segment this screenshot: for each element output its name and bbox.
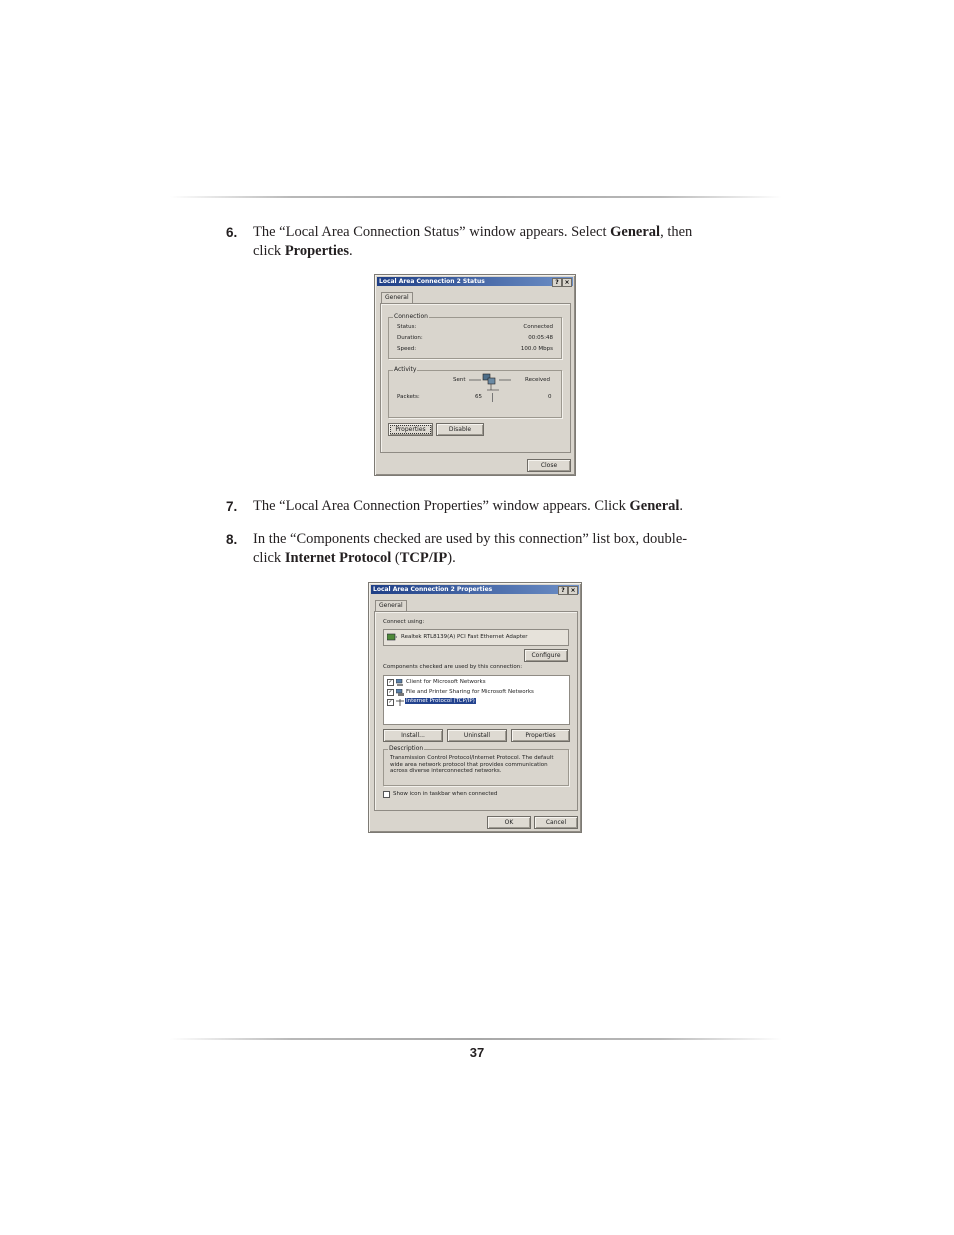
cancel-button[interactable]: Cancel [534,816,578,829]
close-button[interactable]: Close [527,459,571,472]
page-number: 37 [469,1045,485,1060]
show-icon-checkbox[interactable] [383,791,390,798]
bottom-rule [170,1038,782,1040]
list-item[interactable] [387,688,565,697]
network-activity-icon [469,372,511,392]
speed-value: 100.0 Mbps [520,346,553,352]
disable-button[interactable]: Disable [436,423,484,436]
selected-item-highlight: Internet Protocol (TCP/IP) [406,698,475,704]
received-label: Received [525,377,551,383]
network-client-icon [396,679,404,686]
tab-general[interactable]: General [375,600,407,611]
list-item[interactable] [387,678,565,687]
configure-button[interactable]: Configure [524,649,568,662]
step-text: In the “Components checked are used by this connection” list box, double-click Internet Protocol (TCP/IP). [253,531,688,566]
step-number: 6. [226,225,238,240]
duration-value: 00:05:48 [528,335,553,341]
group-label: Description [389,745,424,752]
status-dialog [374,274,576,476]
ok-button[interactable]: OK [487,816,531,829]
group-label: Activity [394,366,417,373]
component-label: File and Printer Sharing for Microsoft Networks [406,689,534,695]
step-number: 7. [226,499,238,514]
speed-label: Speed: [397,346,417,352]
checkbox-checked[interactable]: ✓ [388,679,393,685]
checkbox-checked[interactable]: ✓ [388,699,393,705]
properties-dialog [368,582,582,833]
file-sharing-icon [396,689,404,696]
close-icon[interactable]: × [562,278,572,287]
activity-divider [492,393,493,402]
description-group [383,745,569,786]
tab-general[interactable]: General [381,292,413,303]
adapter-field [383,629,569,646]
list-item[interactable] [387,698,565,707]
component-properties-button[interactable]: Properties [511,729,570,742]
packets-label: Packets: [397,394,420,400]
components-listbox[interactable] [383,675,570,725]
checkbox-checked[interactable]: ✓ [388,689,393,695]
step-text: The “Local Area Connection Status” window appears. Select General, then click Properties. [253,224,693,259]
top-rule [170,196,782,198]
install-button[interactable]: Install... [383,729,443,742]
show-icon-label: Show icon in taskbar when connected [393,791,498,797]
component-label [405,698,476,704]
dialog-title: Local Area Connection 2 Status [379,278,485,285]
description-text: Transmission Control Protocol/Internet Protocol. The default wide area network protocol that provides communication across diverse interconnected networks. [390,755,554,774]
duration-label: Duration: [397,335,423,341]
close-icon[interactable]: × [568,586,578,595]
adapter-name: Realtek RTL8139(A) PCI Fast Ethernet Adapter [401,634,528,640]
status-label: Status: [397,324,417,330]
packets-received-value: 0 [548,394,552,400]
packets-sent-value: 65 [475,394,482,400]
sent-label: Sent [453,377,466,383]
dialog-titlebar [377,277,573,286]
help-button[interactable]: ? [552,278,562,287]
components-label: Components checked are used by this connection: [383,664,523,670]
help-button[interactable]: ? [558,586,568,595]
step-text: The “Local Area Connection Properties” window appears. Click General. [253,498,684,514]
connect-using-label: Connect using: [383,619,425,625]
group-label: Connection [394,313,428,320]
dialog-title: Local Area Connection 2 Properties [373,586,493,593]
step-number: 8. [226,532,238,547]
properties-button[interactable]: Properties [388,423,433,436]
status-value: Connected [523,324,553,330]
component-label: Client for Microsoft Networks [406,679,486,685]
protocol-icon [396,699,404,706]
uninstall-button[interactable]: Uninstall [447,729,507,742]
dialog-titlebar [371,585,579,594]
network-adapter-icon [387,633,397,641]
